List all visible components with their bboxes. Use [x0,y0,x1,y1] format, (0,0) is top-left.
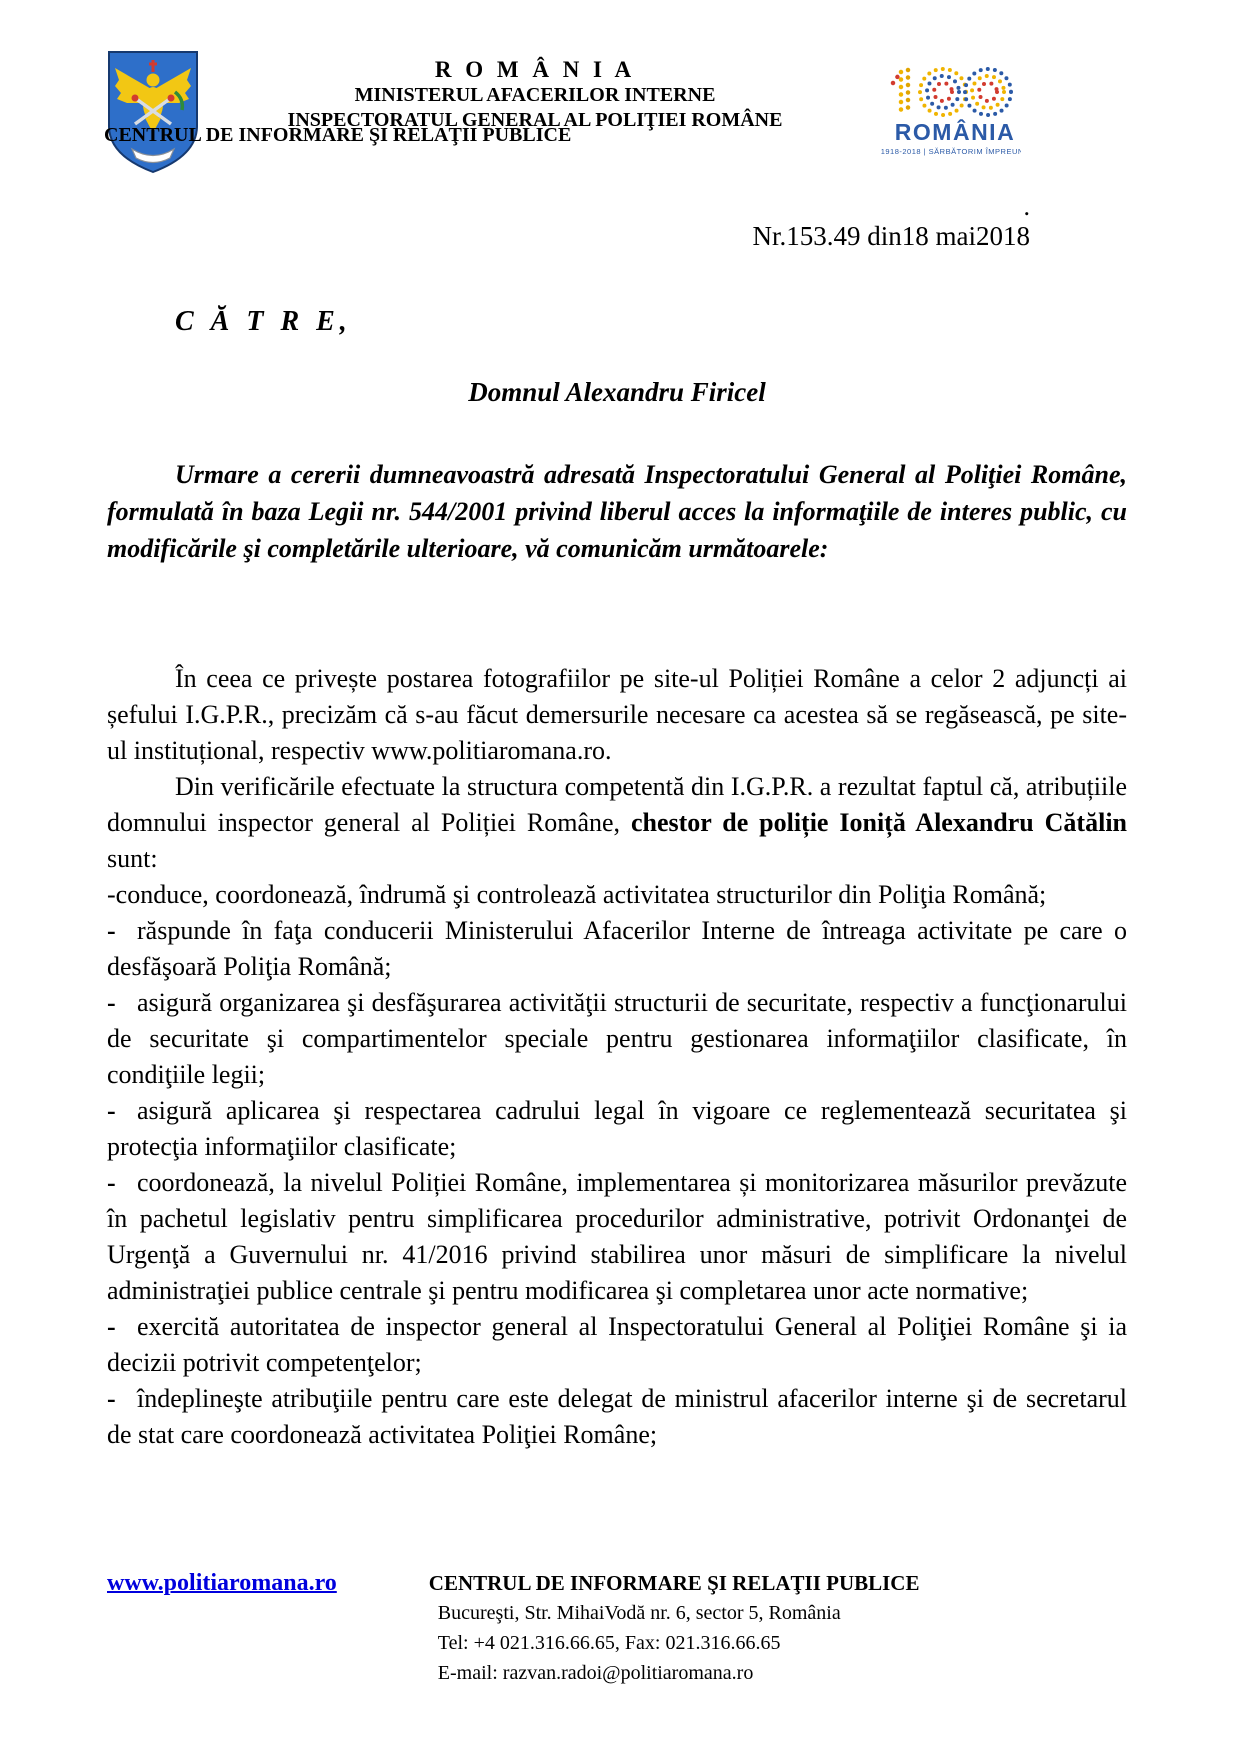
duty-dash: - [107,1168,116,1197]
inspectorate-title: INSPECTORATUL GENERAL AL POLIŢIEI ROMÂNE [287,109,783,131]
addressee-name: Domnul Alexandru Firicel [468,377,766,407]
website-link[interactable]: www.politiaromana.ro [107,1570,337,1596]
duty-dash: - [107,1312,116,1341]
footer-contact-block [429,1568,989,1688]
paragraph-attributions [107,769,1127,877]
footer [107,1568,1129,1688]
romania-centennial-logo-icon [873,50,1021,167]
footer-address: Bucureşti, Str. MihaiVodă nr. 6, sector 5, România [437,1602,841,1624]
duty-item [107,1165,1127,1309]
reference-dot: . [1023,192,1030,221]
attributions-text-pre: Din verificările efectuate la structura competentă din I.G.P.R. a rezultat faptul că, atribuțiile domnului inspector general al Poliției Române, [107,772,1127,837]
duty-text: asigură aplicarea şi respectarea cadrului legal în vigoare ce reglementează securitatea şi protecţia informaţiilor clasificate; [107,1096,1127,1161]
registration-number: Nr.153.49 din18 mai2018 [752,221,1030,251]
footer-email: E-mail: razvan.radoi@politiaromana.ro [437,1662,754,1684]
duty-item [107,1309,1127,1381]
duty-item [107,913,1127,985]
country-title: R O M Â N I A [434,57,636,82]
intro-paragraph: Urmare a cererii dumneavoastră adresată Inspectoratului General al Poliţiei Române, formulată în baza Legii nr. 544/2001 privind liberul acces la informaţiile de interes public, cu modificările şi completările ulterioare, vă comunicăm următoarele: [107,460,1127,563]
attributions-text-post: sunt: [107,844,158,873]
duty-item [107,1093,1127,1165]
duty-dash: - [107,916,116,945]
footer-office-title: CENTRUL DE INFORMARE ŞI RELAŢII PUBLICE [428,1571,920,1595]
romanian-police-coat-of-arms-icon [105,50,201,179]
centennial-tagline: 1918-2018 | SĂRBĂTORIM ÎMPREUNĂ [880,147,1021,156]
duty-item [107,877,1127,913]
duty-text: coordonează, la nivelul Poliției Române, implementarea și monitorizarea măsurilor prevăzute în pachetul legislativ pentru simplificarea procedurilor administrative, potrivit Ordonanţei de Urgenţă a Guvernului nr. 41/2016 privind stabilirea unor măsuri de simplificare la nivelul administraţiei publice centrale şi pentru modificarea şi completarea unor acte normative; [107,1168,1127,1305]
ministry-title: MINISTERUL AFACERILOR INTERNE [354,84,716,106]
duty-item [107,1381,1127,1453]
letterhead-titles [200,56,870,133]
paragraph-photos: În ceea ce privește postarea fotografiilor pe site-ul Poliției Române a celor 2 adjuncți ai șefului I.G.P.R., precizăm că s-au făcut demersurile necesare ca acestea să se regăsească, pe site-ul instituțional, respectiv www.politiaromana.ro. [107,664,1127,765]
salutation: C Ă T R E, [175,306,352,337]
duty-dash: - [107,1096,116,1125]
center-title: CENTRUL DE INFORMARE ŞI RELAŢII PUBLICE [104,124,572,146]
duty-text: exercită autoritatea de inspector general al Inspectoratului General al Poliţiei Române şi ia decizii potrivit competenţelor; [107,1312,1127,1377]
duty-text: îndeplineşte atribuţiile pentru care este delegat de ministrul afacerilor interne şi de secretarul de stat care coordonează activitatea Poliţiei Române; [107,1384,1127,1449]
footer-phone: Tel: +4 021.316.66.65, Fax: 021.316.66.65 [437,1632,781,1654]
centennial-name: ROMÂNIA [894,119,1016,145]
duty-text: asigură organizarea şi desfăşurarea activităţii structurii de securitate, respectiv a funcţionarului de securitate şi compartimentelor speciale pentru gestionarea informaţiilor clasificate, în condiţiile legii; [107,988,1127,1089]
letter-body [0,192,1240,1453]
reference-block [107,192,1127,254]
duty-text: -conduce, coordonează, îndrumă şi controlează activitatea structurilor din Poliţia Română; [107,880,1047,909]
letterhead [0,0,1240,190]
duty-text: răspunde în faţa conducerii Ministerului Afacerilor Interne de întreaga activitate pe care o desfăşoară Poliţia Română; [107,916,1127,981]
duty-dash: - [107,1384,116,1413]
chief-name-bold: chestor de poliție Ioniță Alexandru Cătălin [630,808,1127,837]
duty-dash: - [107,988,116,1017]
duty-item [107,985,1127,1093]
